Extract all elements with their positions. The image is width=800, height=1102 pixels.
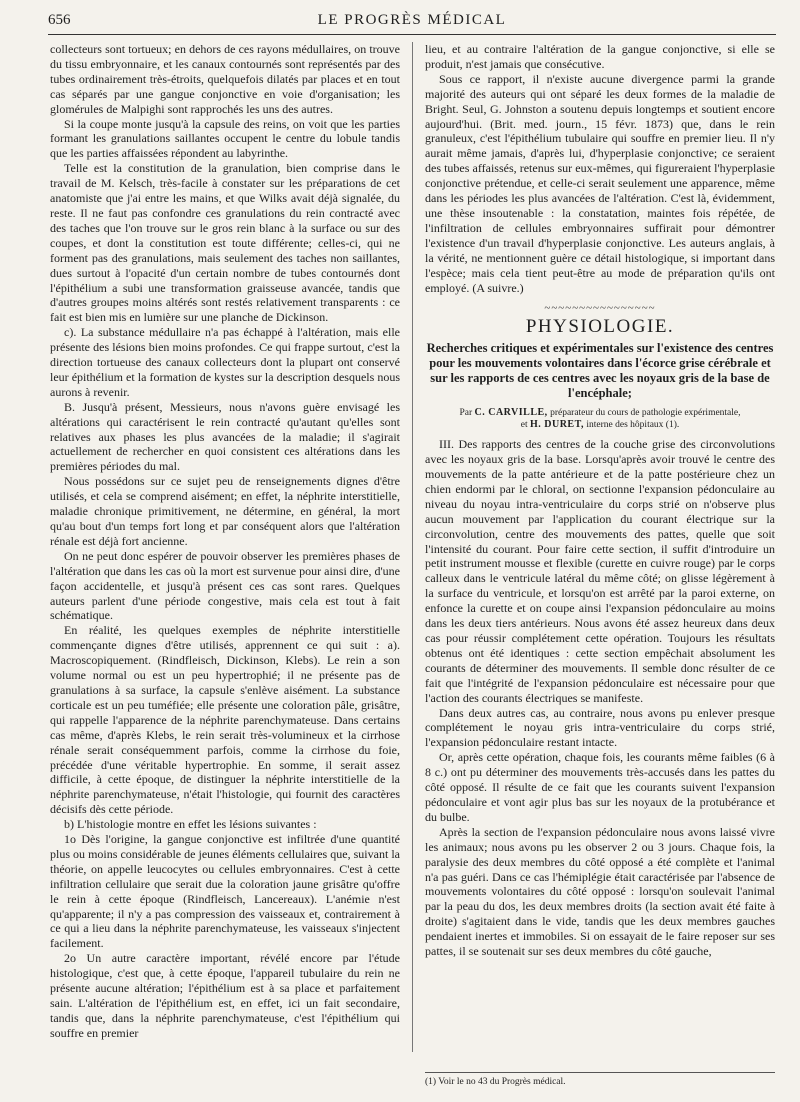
byline-prefix: Par bbox=[459, 408, 473, 419]
paragraph: b) L'histologie montre en effet les lésions suivantes : bbox=[64, 817, 317, 832]
paragraph: c). La substance médullaire n'a pas échappé à l'altération, mais elle présente des lésions bien moins profondes. Ce qui frappe surtout, c'est la direction tortueuse des canaux collecteurs dont la plupart ont conservé leur épithélium et la formation de kystes sur la description desquels nous aurons à revenir. bbox=[50, 325, 400, 399]
column-divider bbox=[412, 42, 413, 1052]
paragraph: Sous ce rapport, il n'existe aucune divergence parmi la grande majorité des auteurs qui ont séparé les deux formes de la maladie de Bright. Seul, G. Johnston a soutenu depuis longtemps et soutient encore aujourd'hui. (Brit. med. journ., 15 févr. 1873) que, dans le rein granuleux, c'est l'épithélium tubulaire qui souffre en premier lieu. Il n'y aurait même jamais, d'après lui, d'hyperplasie conjonctive; ce seraient des tubes affaissés, retenus sur eux-mêmes, qui figureraient l'hyperplasie conjonctive prétendue, et celle-ci serait seulement une apparence, même dans les périodes les plus avancées de l'altération. C'est là, évidemment, une thèse insoutenable : la constatation, maintes fois répétée, de l'infiltration de cellules embryonnaires suffirait pour démontrer l'existence d'un travail d'hyperplasie conjonctive. Les auteurs anglais, à la vérité, ne mentionnent guère ce détail histologique, si important dans l'espèce; mais cela tient peut-être au mode de préparation qu'ils ont employé. (A suivre.) bbox=[425, 71, 775, 295]
author-role: préparateur du cours de pathologie expérimentale, bbox=[550, 408, 741, 419]
left-column bbox=[50, 42, 400, 1041]
paragraph: Après la section de l'expansion pédonculaire nous avons laissé vivre les animaux; nous avons pu les observer 2 ou 3 jours. Chaque fois, la paralysie des deux membres du côté opposé a été complète et l'animal n'a pas guéri. Dans ce cas l'hémiplégie était caractérisée par l'absence de mouvements volontaires du côté opposé : lorsqu'on soulevait l'animal par la peau du dos, les deux membres droits (la section avait été faite à droite) s'agitaient dans le vide, tandis que les deux membres gauches pendaient inertes et immobiles. Si on essayait de le faire reposer sur ses pattes, il se soutenait sur ses deux membres du côté gauche, bbox=[425, 824, 775, 959]
right-column bbox=[425, 42, 775, 959]
paragraph: III. Des rapports des centres de la couche grise des circonvolutions avec les noyaux gris de la base. Lorsqu'après avoir trouvé le centre des mouvements de la patte antérieure et de la patte postérieure chez un chien endormi par le chloral, on sectionne l'expansion pédonculaire au niveau du noyau intra-ventriculaire du corps strié on n'observe plus aucun mouvement par l'application du courant électrique sur la circonvolution, centre des mouvements des pattes, quelle que soit l'intensité du courant. Pour faire cette section, il suffit d'introduire un petit instrument mousse et flexible (curette en cuivre rouge) par le corps calleux dans le ventricule latéral du même côté; on glisse légèrement à la surface du ventricule, et lorsqu'on est arrêté par la paroi externe, on enfonce la curette et on coupe ainsi l'expansion pédonculaire au moins dans les deux tiers antérieurs. Nous avons été assez heureux dans deux cas pour réussir complétement cette opération. Toujours les résultats obtenus ont été identiques : cette section empêchait absolument les courants de déterminer des mouvements. Il semble donc résulter de ce fait que l'intégrité de l'expansion pédonculaire est nécessaire pour que l'action des courants électriques se manifeste. bbox=[425, 437, 775, 705]
journal-title: LE PROGRÈS MÉDICAL bbox=[317, 12, 507, 28]
paragraph: collecteurs sont tortueux; en dehors de ces rayons médullaires, on trouve du tissu embryonnaire, et les canaux contournés sont représentés par des tubes ordinairement très-étroits, quelquefois dilatés par places et en tout cas séparés par une gangue conjonctive en voie d'organisation; les glomérules de Malpighi sont rapprochés les uns des autres. bbox=[50, 42, 400, 116]
paragraph: 1o Dès l'origine, la gangue conjonctive est infiltrée d'une quantité plus ou moins considérable de jeunes éléments cellulaires que, suivant la théorie, on appelle leucocytes ou cellules embryonnaires. C'est à cette infiltration cellulaire que serait due la coloration jaune grisâtre qu'offre le rein à cette époque (Rindfleisch, Lancereaux). L'anémie n'est qu'apparente; il n'y a pas compression des vaisseaux et, contrairement à ce qui a lieu dans la néphrite parenchymateuse, les vaisseaux s'injectent facilement. bbox=[50, 832, 400, 951]
page-number: 656 bbox=[48, 12, 71, 28]
paragraph: Or, après cette opération, chaque fois, les courants même faibles (6 à 8 c.) ont pu déterminer des mouvements très-accusés dans les pattes du côté opposé. Il résulte de ce fait que les courants suivent l'expansion pédonculaire et vont agir plus bas sur les noyaux de la protubérance et du bulbe. bbox=[425, 750, 775, 824]
byline bbox=[425, 407, 775, 431]
byline-joiner: et bbox=[520, 420, 528, 431]
paragraph: Nous possédons sur ce sujet peu de renseignements dignes d'être utilisés, et cela se comprend aisément; en effet, la néphrite interstitielle, maladie chronique primitivement, ne détermine, en général, la mort qu'au bout d'un temps fort long et par conséquent alors que l'altération rénale est déjà fort ancienne. bbox=[50, 474, 400, 548]
paragraph: 2o Un autre caractère important, révélé encore par l'étude histologique, c'est que, à cette époque, l'appareil tubulaire du rein ne présente aucune altération; l'épithélium est à sa place et parfaitement sain. L'altération de l'épithélium est, en effet, ici un fait secondaire, tandis que, dans la néphrite parenchymateuse, c'est l'épithélium qui souffre en premier bbox=[50, 951, 400, 1040]
author-role: interne des hôpitaux (1). bbox=[586, 420, 680, 431]
section-ornament: ~~~~~~~~~~~~~~~~ bbox=[544, 302, 656, 315]
paragraph: Telle est la constitution de la granulation, bien comprise dans le travail de M. Kelsch, très-facile à constater sur les préparations de cet anatomiste que j'ai entre les mains, et que Wilks avait déjà signalée, du reste. Il ne faut pas confondre ces granulations du rein contracté avec des taches que l'on trouve sur le gros rein blanc à la surface ou sur des coupes, et dont la constitution est toute différente; celles-ci, qui ne forment pas des granulations, mais seulement des taches non saillantes, dues surtout à l'opacité d'un certain nombre de tubes contournés dont l'épithélium a subi une transformation graisseuse avancée, tandis que d'autres groupes moins altérés sont restés relativement transparents : ce fait est bien mis en lumière sur une planche de Dickinson. bbox=[50, 161, 400, 325]
author-name: C. CARVILLE, bbox=[474, 407, 548, 419]
page-header bbox=[48, 12, 776, 35]
paragraph: Si la coupe monte jusqu'à la capsule des reins, on voit que les parties formant les granulations saillantes occupent le centre du lobule tandis que les parties affaissées répondent au labyrinthe. bbox=[50, 116, 400, 161]
paragraph: B. Jusqu'à présent, Messieurs, nous n'avons guère envisagé les altérations qui caractérisent le rein contracté qu'autant qu'elles sont relatives aux phases les plus avancées de la maladie; il s'agirait actuellement de rechercher en quoi consistent ces altérations dans les premières périodes du mal. bbox=[50, 399, 400, 474]
author-name: H. DURET, bbox=[529, 419, 585, 431]
section-title: PHYSIOLOGIE. bbox=[525, 316, 675, 338]
paragraph: lieu, et au contraire l'altération de la gangue conjonctive, si elle se produit, n'est jamais que consécutive. bbox=[425, 42, 775, 71]
paragraph: Dans deux autres cas, au contraire, nous avons pu enlever presque complétement le noyau gris intra-ventriculaire du corps strié, l'expansion pédonculaire restant intacte. bbox=[425, 705, 775, 750]
paragraph: On ne peut donc espérer de pouvoir observer les premières phases de l'altération que dans les cas où la mort est survenue pour ainsi dire, d'une façon accidentelle, et jusqu'à présent ces cas sont rares. Quelques auteurs parlent d'une période congestive, mais cela est tout à fait schématique. bbox=[50, 548, 400, 623]
footnote: (1) Voir le no 43 du Progrès médical. bbox=[425, 1072, 775, 1087]
paragraph: En réalité, les quelques exemples de néphrite interstitielle commençante dignes d'être utilisés, apprennent ce qui suit : a). Macroscopiquement. (Rindfleisch, Dickinson, Klebs). Le rein a son volume normal ou est un peu hypertrophié; il ne présente pas de granulations à sa surface, la capsule s'enlève aisément. La substance corticale est un peu tuméfiée; elle présente une coloration pâle, grisâtre, qui rappelle l'apparence de la néphrite parenchymateuse. Dans certains cas même, d'après Klebs, le rein serait très-volumineux et la cirrhose rénale serait conséquemment parfois, comme la cirrhose du foie, précédée d'une véritable hypertrophie. En somme, il serait assez difficile, à cette époque, de distinguer la néphrite interstitielle de la néphrite parenchymateuse, n'était l'histologie, qui fournit des caractères décisifs dès cette période. bbox=[50, 623, 400, 817]
article-title: Recherches critiques et expérimentales sur l'existence des centres pour les mouvements volontaires dans l'écorce grise cérébrale et sur les rapports de ces centres avec les noyaux gris de la base de l'encéphale; bbox=[426, 341, 774, 401]
